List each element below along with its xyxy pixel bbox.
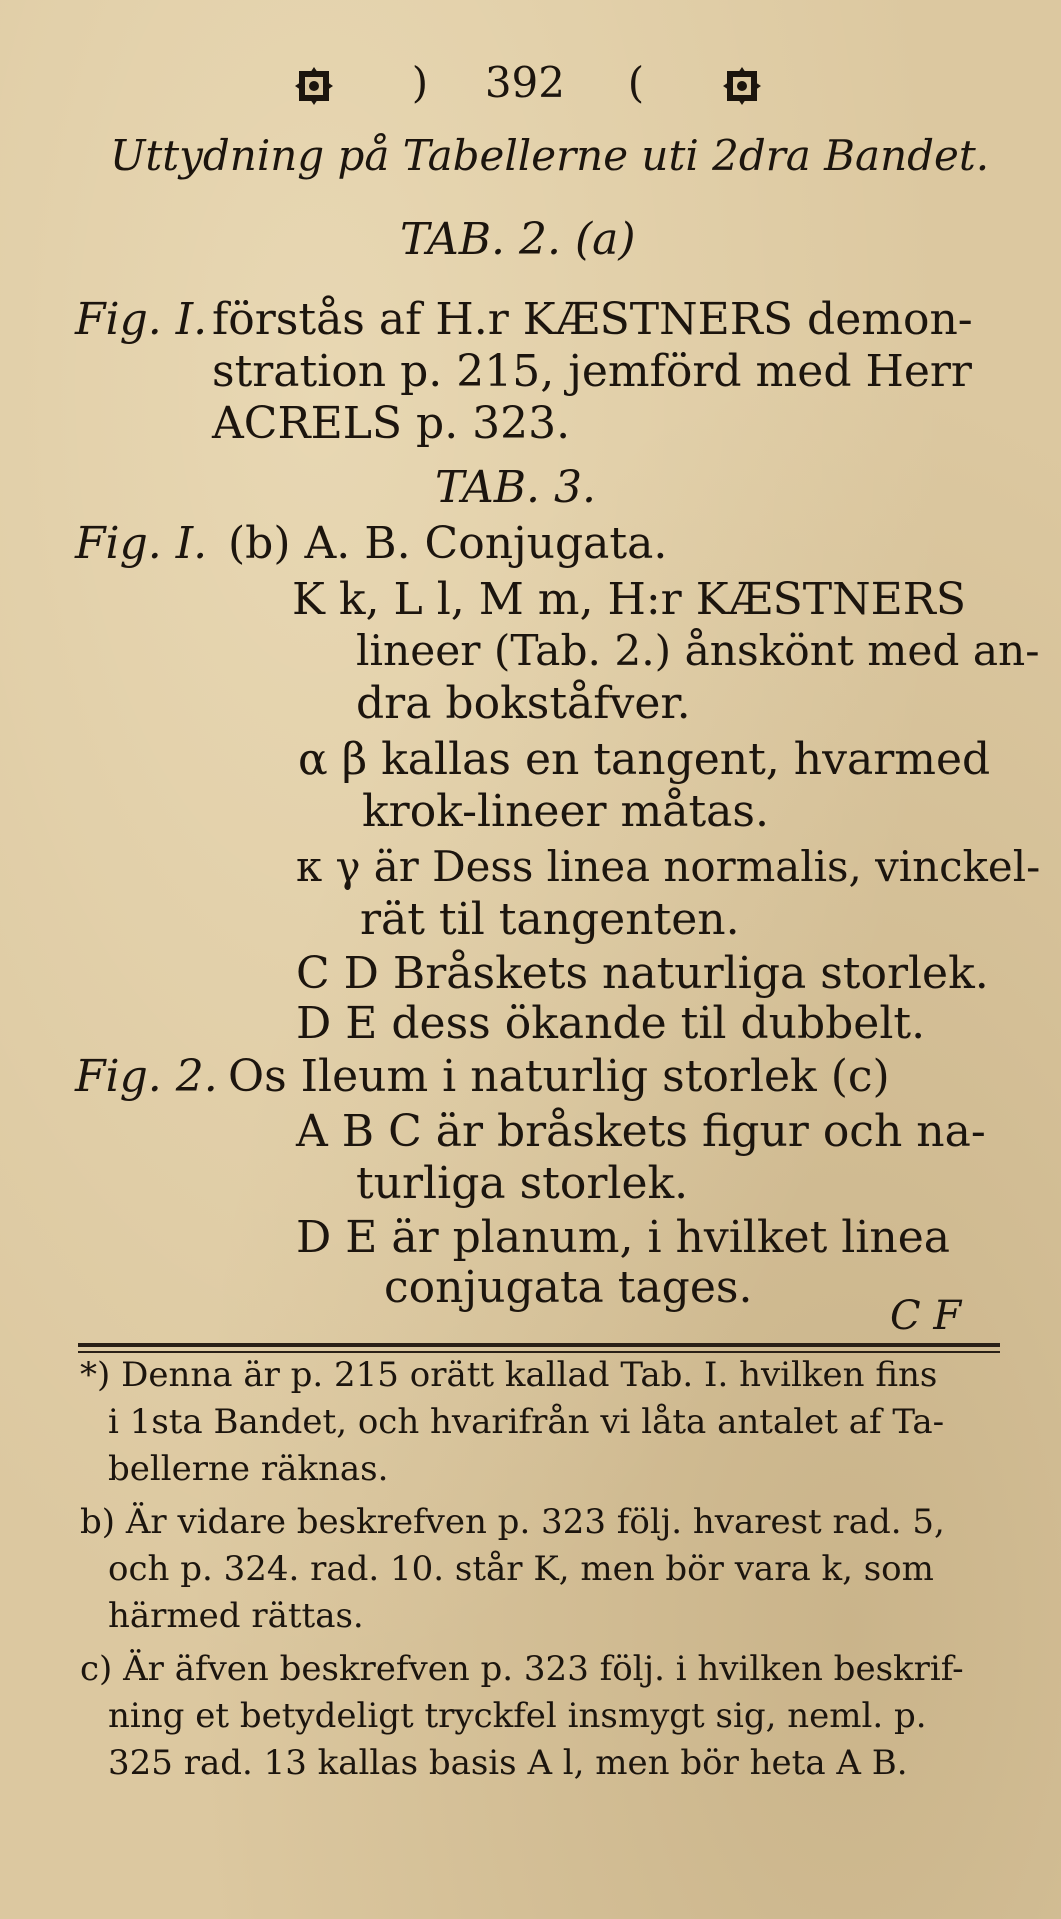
printer-ornament-icon — [723, 67, 761, 105]
footnote-line: i 1sta Bandet, och hvarifrån vi låta antalet af Ta- — [108, 1402, 945, 1442]
footnote-line: ning et betydeligt tryckfel insmygt sig, neml. p. — [108, 1696, 927, 1736]
section-heading: TAB. 2. (a) — [400, 214, 636, 265]
text-line: förstås af H.r KÆSTNERS demon- — [212, 294, 973, 345]
text-line: (b) A. B. Conjugata. — [228, 518, 668, 569]
page-number: 392 — [484, 58, 565, 107]
printer-ornament-icon — [295, 67, 333, 105]
footnote-line: bellerne räknas. — [108, 1449, 389, 1489]
figure-label: Fig. I. — [75, 294, 208, 345]
text-line: turliga storlek. — [356, 1158, 689, 1209]
catchword: C F — [890, 1293, 962, 1339]
text-line: ACRELS p. 323. — [212, 398, 571, 449]
footnote-line: och p. 324. rad. 10. står K, men bör vara k, som — [108, 1549, 934, 1589]
text-line: rät til tangenten. — [360, 894, 740, 945]
text-line: α β kallas en tangent, hvarmed — [298, 734, 991, 785]
text-line: κ γ är Dess linea normalis, vinckel- — [296, 842, 1041, 891]
text-line: K k, L l, M m, H:r KÆSTNERS — [292, 574, 966, 625]
text-line — [75, 518, 208, 569]
text-line: D E dess ökande til dubbelt. — [296, 998, 926, 1049]
text-line: C D Bråskets naturliga storlek. — [296, 948, 989, 999]
footnote-line: *) Denna är p. 215 orätt kallad Tab. I. hvilken fins — [80, 1355, 938, 1395]
text-line: Os Ileum i naturlig storlek (c) — [228, 1051, 890, 1102]
footnote-rule — [78, 1351, 1000, 1353]
text-line — [75, 1051, 218, 1102]
page-title: Uttydning på Tabellerne uti 2dra Bandet. — [110, 131, 990, 180]
footnote-line: c) Är äfven beskrefven p. 323 följ. i hvilken beskrif- — [80, 1649, 964, 1689]
header-paren-right: ( — [627, 58, 645, 107]
text-line: dra bokståfver. — [356, 678, 691, 729]
text-line: krok-lineer måtas. — [362, 786, 769, 837]
section-heading: TAB. 3. — [435, 462, 597, 513]
text-line — [75, 294, 208, 345]
footnote-rule — [78, 1343, 1000, 1347]
figure-label: Fig. I. — [75, 518, 208, 569]
text-line: stration p. 215, jemförd med Herr — [212, 346, 972, 397]
text-line: conjugata tages. — [384, 1262, 753, 1313]
figure-label: Fig. 2. — [75, 1051, 218, 1102]
text-line: lineer (Tab. 2.) ånskönt med an- — [356, 626, 1040, 675]
page-header — [295, 58, 761, 107]
text-line: A B C är bråskets figur och na- — [296, 1106, 986, 1157]
footnote-line: 325 rad. 13 kallas basis A l, men bör heta A B. — [108, 1743, 908, 1783]
text-line: D E är planum, i hvilket linea — [296, 1212, 950, 1263]
header-paren-left: ) — [411, 58, 429, 107]
footnote-line: b) Är vidare beskrefven p. 323 följ. hvarest rad. 5, — [80, 1502, 945, 1542]
footnote-line: härmed rättas. — [108, 1596, 364, 1636]
